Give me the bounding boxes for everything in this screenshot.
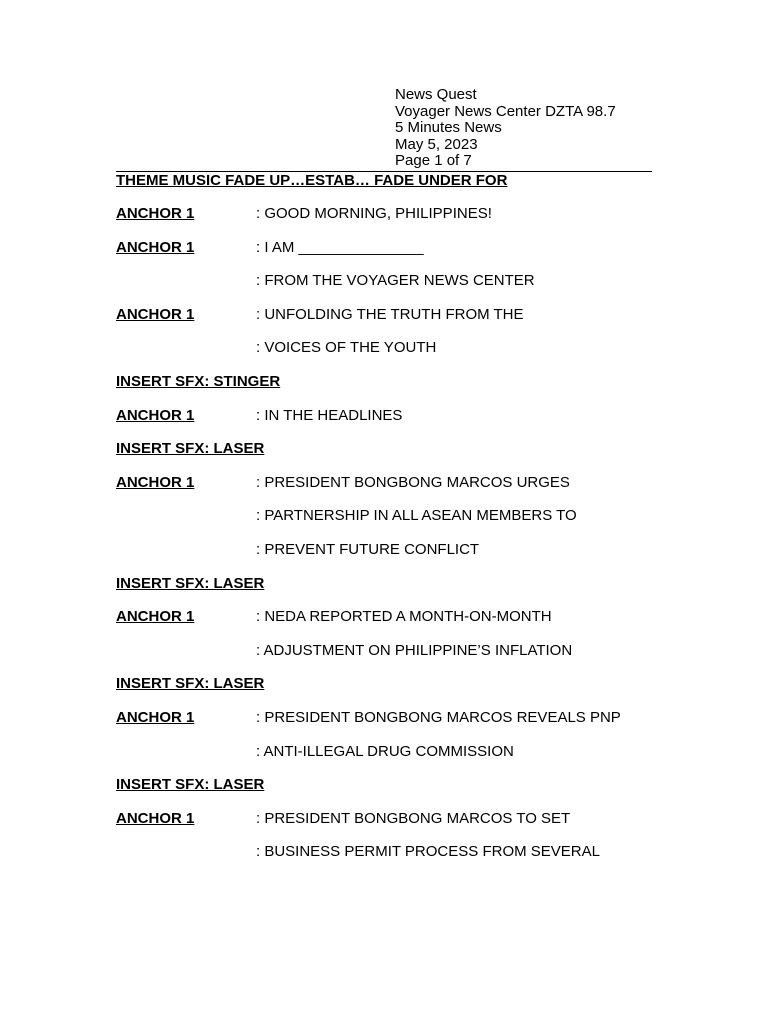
script-row	[116, 507, 676, 541]
script-row	[116, 172, 676, 205]
cue-label: INSERT SFX: STINGER	[116, 372, 281, 390]
script-row	[116, 205, 676, 239]
cue-label: ANCHOR 1	[116, 608, 195, 626]
spoken-line: : BUSINESS PERMIT PROCESS FROM SEVERAL	[256, 843, 600, 861]
script-row	[116, 541, 676, 575]
spoken-line: : NEDA REPORTED A MONTH-ON-MONTH	[256, 608, 552, 626]
script-row	[116, 575, 676, 609]
script-date: May 5, 2023	[395, 135, 478, 153]
spoken-line: : VOICES OF THE YOUTH	[256, 339, 437, 357]
spoken-line: : ADJUSTMENT ON PHILIPPINE’S INFLATION	[256, 641, 573, 659]
cue-label: THEME MUSIC FADE UP…ESTAB… FADE UNDER FOR	[116, 172, 508, 189]
cue-label: ANCHOR 1	[116, 305, 195, 323]
script-row	[116, 843, 676, 877]
script-row	[116, 810, 676, 844]
script-row	[116, 743, 676, 777]
spoken-line: : PRESIDENT BONGBONG MARCOS TO SET	[256, 809, 571, 827]
station-name: Voyager News Center DZTA 98.7	[395, 102, 616, 120]
script-body	[116, 172, 676, 877]
spoken-line: : IN THE HEADLINES	[256, 406, 403, 424]
script-row	[116, 306, 676, 340]
cue-label: ANCHOR 1	[116, 205, 195, 222]
spoken-line: : FROM THE VOYAGER NEWS CENTER	[256, 272, 535, 290]
news-format: 5 Minutes News	[395, 119, 502, 137]
script-row	[116, 474, 676, 508]
program-name: News Quest	[395, 86, 477, 103]
cue-label: ANCHOR 1	[116, 238, 195, 256]
script-row	[116, 642, 676, 676]
script-header	[395, 87, 616, 170]
page-number: Page 1 of 7	[395, 152, 472, 170]
cue-label: ANCHOR 1	[116, 406, 195, 424]
script-row	[116, 339, 676, 373]
cue-label: ANCHOR 1	[116, 809, 195, 827]
spoken-line: : PRESIDENT BONGBONG MARCOS URGES	[256, 473, 570, 491]
spoken-line: : PARTNERSHIP IN ALL ASEAN MEMBERS TO	[256, 507, 577, 525]
script-row	[116, 675, 676, 709]
spoken-line: : ANTI-ILLEGAL DRUG COMMISSION	[256, 742, 514, 760]
script-row	[116, 373, 676, 407]
spoken-line: : GOOD MORNING, PHILIPPINES!	[256, 205, 492, 222]
spoken-line: : PRESIDENT BONGBONG MARCOS REVEALS PNP	[256, 708, 621, 726]
spoken-line: : UNFOLDING THE TRUTH FROM THE	[256, 305, 524, 323]
script-row	[116, 239, 676, 273]
cue-label: INSERT SFX: LASER	[116, 675, 265, 693]
script-row	[116, 272, 676, 306]
script-row	[116, 776, 676, 810]
cue-label: INSERT SFX: LASER	[116, 776, 265, 794]
script-row	[116, 709, 676, 743]
script-row	[116, 407, 676, 441]
spoken-line: : I AM _______________	[256, 238, 424, 256]
spoken-line: : PREVENT FUTURE CONFLICT	[256, 540, 480, 558]
cue-label: INSERT SFX: LASER	[116, 574, 265, 592]
cue-label: INSERT SFX: LASER	[116, 440, 265, 458]
cue-label: ANCHOR 1	[116, 708, 195, 726]
script-row	[116, 608, 676, 642]
script-row	[116, 440, 676, 474]
cue-label: ANCHOR 1	[116, 473, 195, 491]
